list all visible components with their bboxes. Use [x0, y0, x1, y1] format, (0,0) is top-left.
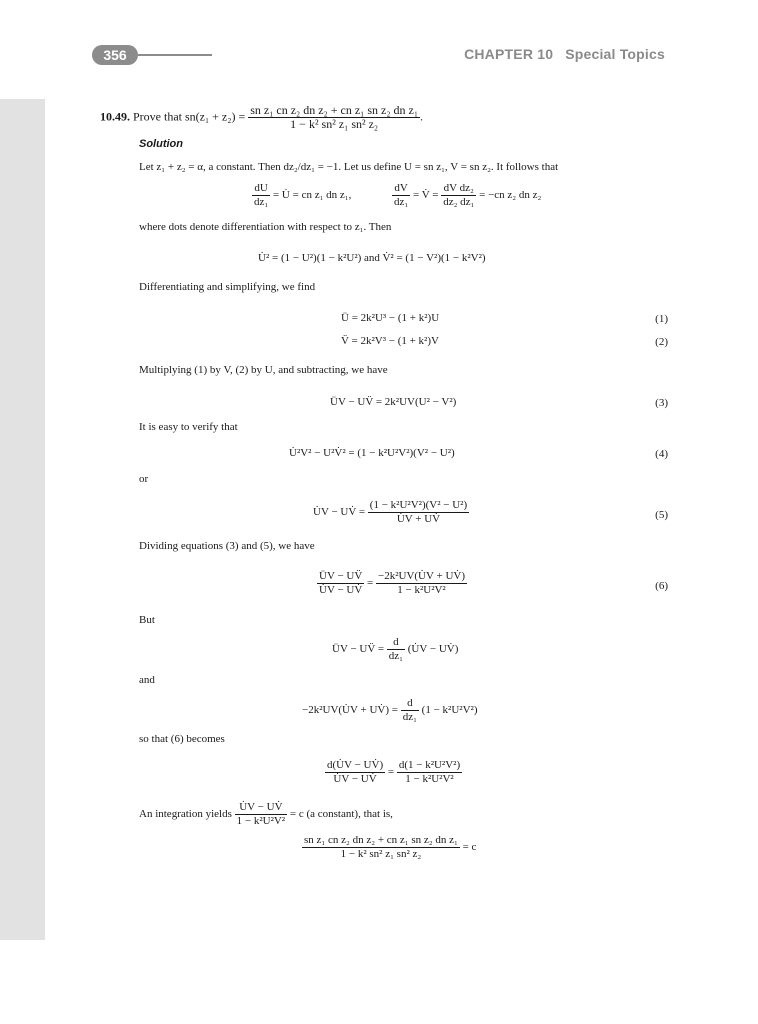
integration-lead: An integration yields	[139, 808, 232, 821]
becomes-left-numerator: d(U̇V − UV̇)	[327, 759, 384, 771]
equation-2-number: (2)	[655, 336, 668, 348]
dividing-text: Dividing equations (3) and (5), we have	[139, 540, 315, 552]
dv-denominator: dz₁	[394, 196, 409, 208]
dv-numerator: dV	[392, 182, 410, 196]
equation-4-number: (4)	[655, 448, 668, 460]
final-numerator: sn z₁ cn z₂ dn z₂ + cn z₁ sn z₂ dn z₁	[304, 834, 458, 846]
but-d-denominator: dz₁	[388, 650, 404, 662]
eq5-numerator: (1 − k²U²V²)(V² − U²)	[369, 499, 468, 511]
final-denominator: 1 − k² sn² z₁ sn² z₂	[340, 848, 422, 860]
equation-3: ÜV − UV̈ = 2k²UV(U² − V²)	[330, 396, 457, 408]
becomes-right-denominator: 1 − k²U²V²	[405, 773, 454, 785]
integration-line	[139, 801, 393, 828]
multiplying-text: Multiplying (1) by V, (2) by U, and subtracting, we have	[139, 364, 388, 376]
solution-heading: Solution	[139, 138, 183, 150]
integration-tail: = c (a constant), that is,	[289, 808, 393, 821]
header-rule	[138, 54, 212, 56]
but-equation	[332, 636, 458, 663]
dots-text: where dots denote differentiation with respect to z₁. Then	[139, 221, 392, 233]
final-rhs: = c	[462, 841, 477, 854]
problem-numerator: sn z₁ cn z₂ dn z₂ + cn z₁ sn z₂ dn z₁	[250, 103, 419, 117]
intro-text: Let z₁ + z₂ = α, a constant. Then dz₂/dz₁ = −1. Let us define U = sn z₁, V = sn z₂. It follows that	[139, 161, 559, 173]
problem-fraction	[248, 104, 420, 131]
page-number-badge: 356	[92, 45, 138, 65]
problem-number: 10.49.	[100, 109, 130, 124]
differentiating-text: Differentiating and simplifying, we find	[139, 281, 316, 293]
so-that-text: so that (6) becomes	[139, 733, 225, 745]
eq6-left-numerator: ÜV − UV̈	[319, 570, 363, 582]
problem-lead: Prove that sn(z₁ + z₂) =	[133, 109, 246, 124]
chapter-label: CHAPTER 10	[464, 46, 554, 62]
becomes-equation	[325, 759, 462, 786]
or-text: or	[139, 473, 149, 485]
problem-period: .	[420, 109, 424, 124]
dv-chain-denominator: dz₂ dz₁	[443, 196, 475, 208]
and-text: and	[139, 674, 155, 686]
and-rhs: (1 − k²U²V²)	[421, 704, 478, 717]
equation-6	[317, 570, 467, 597]
equation-2: V̈ = 2k²V³ − (1 + k²)V	[341, 335, 439, 347]
becomes-equals: =	[387, 766, 395, 779]
equation-1: Ü = 2k²U³ − (1 + k²)U	[341, 312, 440, 324]
derivative-u-equation	[252, 182, 351, 209]
equation-5-number: (5)	[655, 509, 668, 521]
verify-text: It is easy to verify that	[139, 421, 238, 433]
becomes-right-numerator: d(1 − k²U²V²)	[398, 759, 461, 771]
equation-4: U̇²V² − U²V̇² = (1 − k²U²V²)(V² − U²)	[289, 447, 455, 459]
but-d-numerator: d	[387, 636, 405, 650]
chapter-header	[464, 46, 665, 62]
but-lhs: ÜV − UV̈ =	[332, 643, 385, 656]
du-denominator: dz₁	[254, 196, 269, 208]
left-margin-bar	[0, 99, 45, 940]
du-rhs: = U̇ = cn z₁ dn z₁,	[272, 189, 352, 202]
final-equation	[302, 834, 476, 861]
but-rhs: (U̇V − UV̇)	[407, 643, 459, 656]
eq6-left-denominator: U̇V − UV̇	[319, 584, 363, 596]
becomes-left-denominator: U̇V − UV̇	[333, 773, 377, 785]
and-d-numerator: d	[401, 697, 419, 711]
and-d-denominator: dz₁	[402, 711, 417, 723]
eq5-lhs: U̇V − UV̇ =	[313, 506, 366, 519]
eq6-right-numerator: −2k²UV(U̇V + UV̇)	[378, 570, 465, 582]
du-numerator: dU	[252, 182, 270, 196]
chapter-title: Special Topics	[565, 46, 665, 62]
derivative-v-equation	[392, 182, 541, 209]
dv-mid: = V̇ =	[412, 189, 439, 202]
equation-3-number: (3)	[655, 397, 668, 409]
eq6-equals: =	[367, 577, 374, 590]
problem-statement	[100, 104, 423, 131]
integration-numerator: U̇V − UV̇	[235, 801, 288, 815]
squares-equation: U̇² = (1 − U²)(1 − k²U²) and V̇² = (1 − V²)(1 − k²V²)	[258, 252, 486, 264]
equation-1-number: (1)	[655, 313, 668, 325]
but-text: But	[139, 614, 155, 626]
eq6-right-denominator: 1 − k²U²V²	[397, 584, 446, 596]
equation-5	[313, 499, 469, 526]
equation-6-number: (6)	[655, 580, 668, 592]
problem-denominator: 1 − k² sn² z₁ sn² z₂	[290, 117, 379, 131]
and-equation	[302, 697, 477, 724]
eq5-denominator: U̇V + UV̇	[396, 513, 441, 525]
dv-rhs: = −cn z₂ dn z₂	[479, 189, 542, 202]
integration-denominator: 1 − k²U²V²	[236, 815, 286, 827]
and-lhs: −2k²UV(U̇V + UV̇) =	[302, 704, 398, 717]
dv-chain-numerator: dV dz₂	[441, 182, 476, 196]
